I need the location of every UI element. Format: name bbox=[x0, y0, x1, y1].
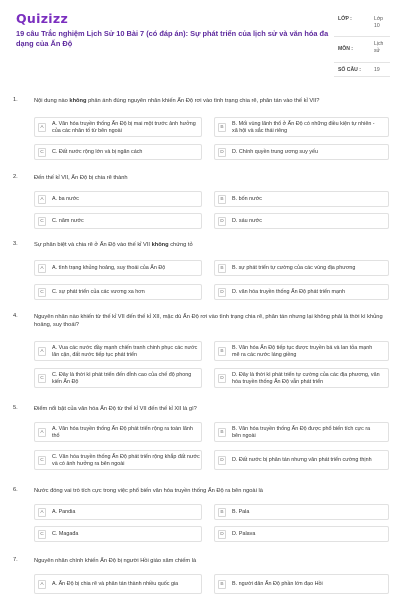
option-letter: A bbox=[38, 264, 46, 273]
option-b[interactable] bbox=[214, 191, 389, 207]
option-letter: B bbox=[218, 508, 226, 517]
option-letter: A bbox=[38, 347, 46, 356]
question-text-part: Nội dung nào bbox=[34, 98, 70, 104]
option-text: A. Văn hóa truyền thống Ấn Độ bị mai một trước ảnh hưởng của các nhân tố từ bên ngoài bbox=[52, 120, 196, 134]
option-letter: D bbox=[218, 148, 226, 157]
option-a[interactable] bbox=[34, 341, 202, 361]
option-letter: C bbox=[38, 374, 46, 383]
option-text: C. năm nước bbox=[52, 218, 84, 225]
option-text: B. người dân Ấn Độ phần lớn đạo Hồi bbox=[232, 581, 323, 588]
option-letter: A bbox=[38, 195, 46, 204]
option-text: D. Chính quyền trung ương suy yếu bbox=[232, 149, 318, 156]
option-a[interactable] bbox=[34, 117, 202, 137]
option-text: B. Văn hóa truyền thống Ấn Độ được phổ biến tích cực ra bên ngoài bbox=[232, 425, 371, 439]
question-text-part: Nguyên nhân chính khiến Ấn Độ bị người Hồi giáo xâm chiếm là bbox=[34, 558, 197, 564]
question-text-part: chứng tỏ bbox=[168, 242, 193, 248]
question-text bbox=[34, 174, 389, 182]
option-letter: D bbox=[218, 530, 226, 539]
option-letter: C bbox=[38, 530, 46, 539]
option-letter: C bbox=[38, 217, 46, 226]
option-letter: C bbox=[38, 456, 46, 465]
option-text: D. sáu nước bbox=[232, 218, 262, 225]
meta-subject-row bbox=[334, 37, 390, 63]
option-b[interactable] bbox=[214, 574, 389, 594]
option-d[interactable] bbox=[214, 368, 389, 388]
question-number: 7. bbox=[13, 557, 18, 563]
option-a[interactable] bbox=[34, 422, 202, 442]
option-letter: D bbox=[218, 456, 226, 465]
question-text bbox=[34, 557, 389, 565]
option-letter: C bbox=[38, 288, 46, 297]
worksheet-title: 19 câu Trắc nghiệm Lịch Sử 10 Bài 7 (có đáp án): Sự phát triển của lịch sử và văn hóa đa dạng của Ấn Độ bbox=[16, 29, 329, 48]
question-text-part: Nước đóng vai trò tích cực trong việc phổ biến văn hóa truyền thống Ấn Độ ra bên ngoài là bbox=[34, 488, 263, 494]
worksheet-header bbox=[0, 0, 400, 82]
option-letter: A bbox=[38, 508, 46, 517]
question-number: 1. bbox=[13, 97, 18, 103]
question-text bbox=[34, 487, 389, 495]
quizizz-logo[interactable]: Quizizz bbox=[16, 11, 69, 26]
option-d[interactable] bbox=[214, 284, 389, 300]
option-text: C. sự phát triển của các vương xa hơn bbox=[52, 289, 145, 296]
option-letter: D bbox=[218, 374, 226, 383]
option-text: D. văn hóa truyền thống Ấn Độ phát triển mạnh bbox=[232, 289, 345, 296]
worksheet-meta bbox=[334, 10, 390, 77]
meta-count-value: 19 bbox=[374, 67, 380, 73]
option-b[interactable] bbox=[214, 504, 389, 520]
option-c[interactable] bbox=[34, 213, 202, 229]
option-text: B. bốn nước bbox=[232, 196, 262, 203]
question-text-part: phản ánh đúng nguyên nhân khiến Ấn Độ rơi vào tình trạng chia rẽ, phân tán vào thế kỉ VII? bbox=[86, 98, 320, 104]
option-letter: D bbox=[218, 217, 226, 226]
question-number: 2. bbox=[13, 174, 18, 180]
option-text: C. Đất nước rộng lớn và bị ngăn cách bbox=[52, 149, 143, 156]
option-text: D. Đất nước bị phân tán nhưng văn phát triển cường thịnh bbox=[232, 457, 372, 464]
option-c[interactable] bbox=[34, 368, 202, 388]
option-text: C. Magađa bbox=[52, 531, 79, 538]
option-text: C. Văn hóa truyền thống Ấn Độ phát triển rộng khắp đất nước và có ảnh hưởng ra bên ngoài bbox=[52, 453, 200, 467]
option-letter: B bbox=[218, 347, 226, 356]
option-d[interactable] bbox=[214, 213, 389, 229]
question-text-part: Đến thế kỉ VII, Ấn Độ bị chia rẽ thành bbox=[34, 175, 128, 181]
meta-count-row bbox=[334, 63, 390, 77]
option-text: B. Pala bbox=[232, 509, 250, 516]
option-c[interactable] bbox=[34, 284, 202, 300]
question-text-part: Sự phân biệt và chia rẽ ở Ấn Độ vào thế kỉ VII bbox=[34, 242, 152, 248]
question-text bbox=[34, 313, 389, 330]
option-d[interactable] bbox=[214, 450, 389, 470]
option-letter: B bbox=[218, 264, 226, 273]
question-text bbox=[34, 405, 389, 413]
question-number: 6. bbox=[13, 487, 18, 493]
option-a[interactable] bbox=[34, 574, 202, 594]
meta-class-value: Lớp 10 bbox=[374, 16, 384, 29]
option-b[interactable] bbox=[214, 117, 389, 137]
question-text-emphasis: không bbox=[151, 242, 169, 248]
option-letter: B bbox=[218, 195, 226, 204]
option-text: A. Văn hóa truyền thống Ấn Độ phát triển rộng ra toàn lãnh thổ bbox=[52, 425, 193, 439]
option-b[interactable] bbox=[214, 422, 389, 442]
question-number: 4. bbox=[13, 313, 18, 319]
option-text: A. tình trạng khủng hoảng, suy thoái của Ấn Độ bbox=[52, 265, 166, 272]
option-b[interactable] bbox=[214, 341, 389, 361]
option-c[interactable] bbox=[34, 450, 202, 470]
meta-class-row bbox=[334, 10, 390, 37]
meta-count-label: SỐ CÂU : bbox=[338, 67, 361, 73]
option-letter: B bbox=[218, 428, 226, 437]
option-a[interactable] bbox=[34, 191, 202, 207]
question-text-emphasis: không bbox=[69, 98, 87, 104]
meta-subject-value: Lịch sử bbox=[374, 41, 384, 54]
option-d[interactable] bbox=[214, 144, 389, 160]
question-text bbox=[34, 97, 389, 105]
option-letter: C bbox=[38, 148, 46, 157]
question-text-part: Điểm nổi bật của văn hóa Ấn Độ từ thế kỉ VII đến thế kỉ XII là gì? bbox=[34, 406, 197, 412]
option-text: D. Palava bbox=[232, 531, 256, 538]
option-letter: B bbox=[218, 580, 226, 589]
option-text: C. Đây là thời kì phát triển đến đỉnh cao của chế độ phong kiến Ấn Độ bbox=[52, 371, 192, 385]
option-text: A. Ấn Độ bị chia rẽ và phân tán thành nhiều quốc gia bbox=[52, 581, 179, 588]
option-text: B. Mối vùng lãnh thổ ở Ấn Độ có những điều kiện tự nhiên - xã hội và sắc thái riêng bbox=[232, 120, 375, 134]
option-letter: D bbox=[218, 288, 226, 297]
option-text: A. Pandia bbox=[52, 509, 76, 516]
option-a[interactable] bbox=[34, 504, 202, 520]
option-b[interactable] bbox=[214, 260, 389, 276]
option-text: D. Đây là thời kì phát triển tự cường của các địa phương, văn hóa truyền thống Ấn Độ vẫn phát triển bbox=[232, 371, 380, 385]
option-letter: A bbox=[38, 580, 46, 589]
option-text: B. sự phát triển tự cường của các vùng địa phương bbox=[232, 265, 356, 272]
meta-subject-label: MÔN : bbox=[338, 46, 353, 52]
option-text: A. ba nước bbox=[52, 196, 79, 203]
option-letter: A bbox=[38, 123, 46, 132]
question-text bbox=[34, 241, 389, 249]
question-text-part: Nguyên nhân nào khiến từ thế kỉ VII đến thế kỉ XII, mặc dù Ấn Độ rơi vào tình trạng chia rẽ, phân tán nhưng lại không phải là thời kì khủng hoảng, suy thoái? bbox=[34, 314, 383, 329]
option-a[interactable] bbox=[34, 260, 202, 276]
question-number: 3. bbox=[13, 241, 18, 247]
question-number: 5. bbox=[13, 405, 18, 411]
option-text: B. Văn hóa Ấn Độ tiếp tục được truyền bá và lan tỏa mạnh mẽ ra các nước láng giềng bbox=[232, 344, 373, 358]
option-c[interactable] bbox=[34, 144, 202, 160]
meta-class-label: LỚP : bbox=[338, 16, 352, 22]
option-text: A. Vua các nước đầy mạnh chiến tranh chinh phục các nước lân cận, đất nước tiếp tục phát triển bbox=[52, 344, 198, 358]
option-letter: B bbox=[218, 123, 226, 132]
option-c[interactable] bbox=[34, 526, 202, 542]
option-letter: A bbox=[38, 428, 46, 437]
option-d[interactable] bbox=[214, 526, 389, 542]
